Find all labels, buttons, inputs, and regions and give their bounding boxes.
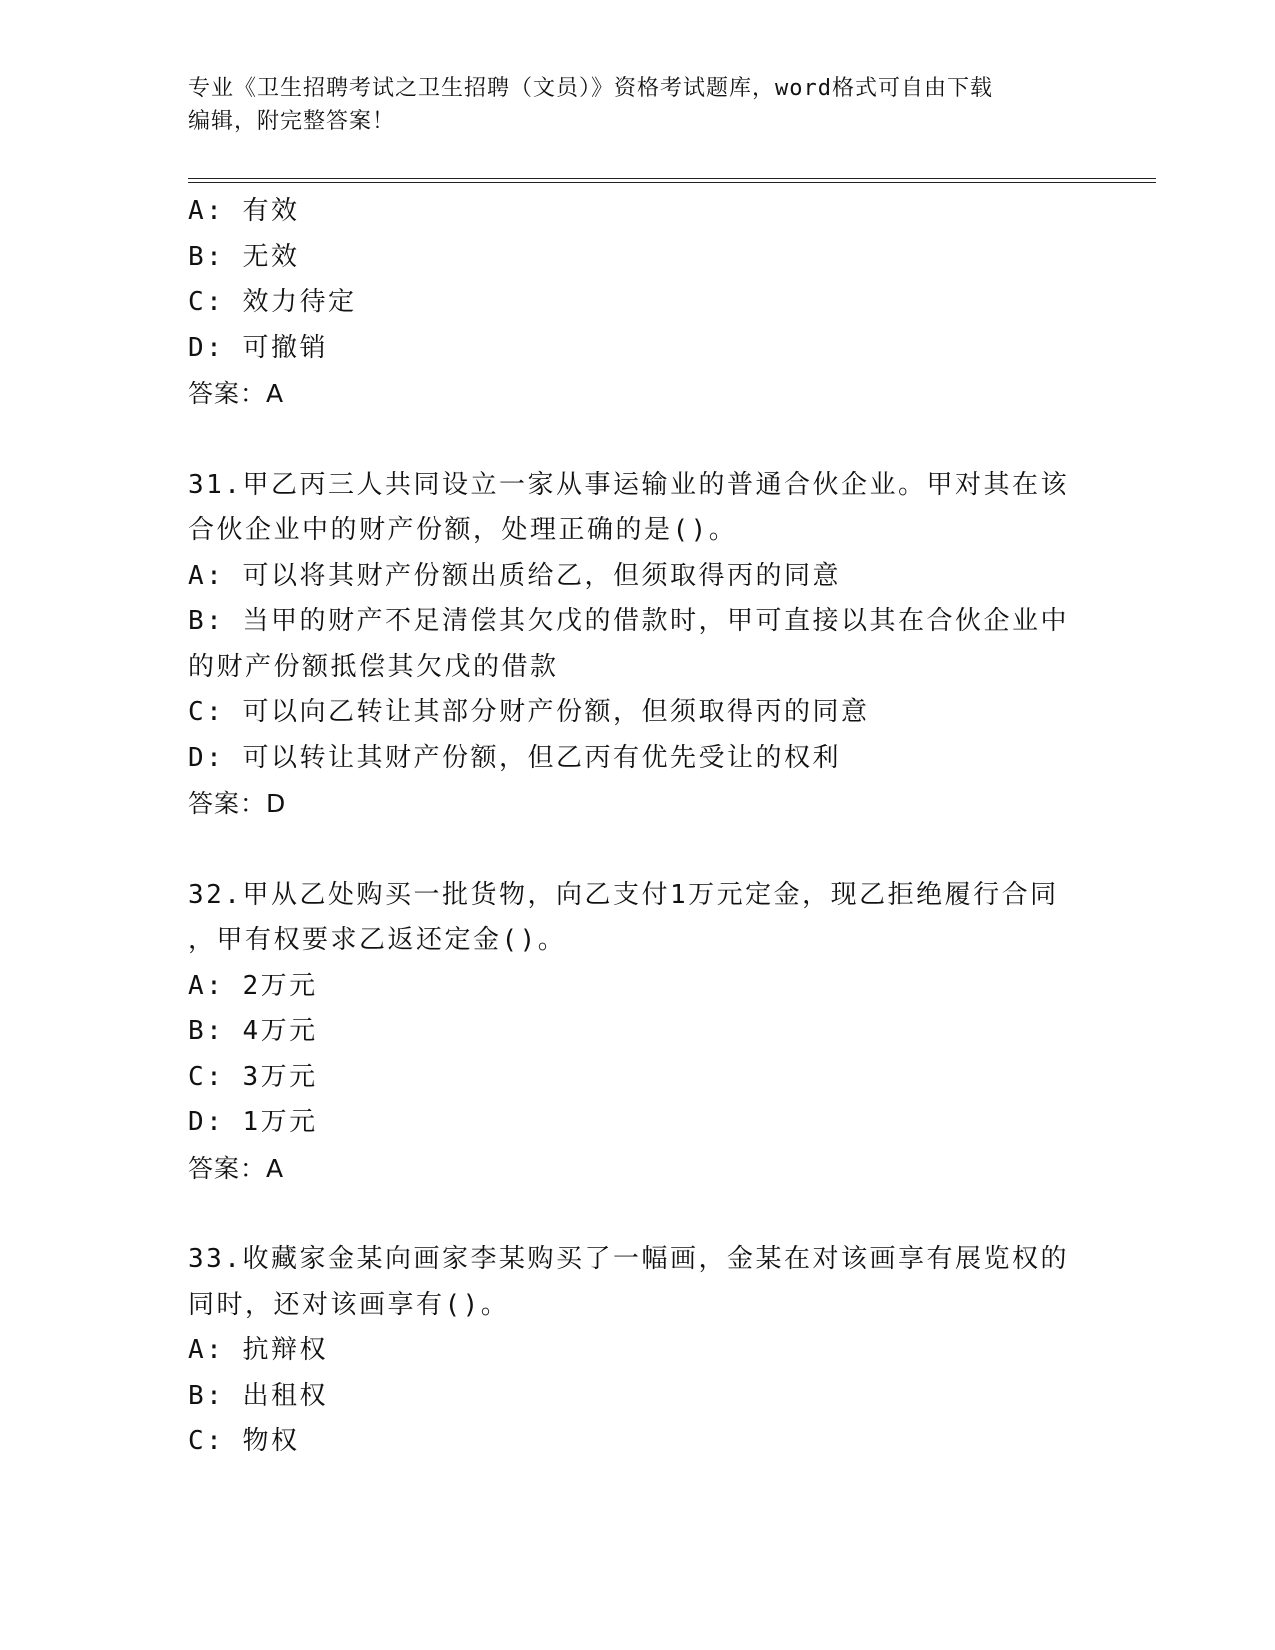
option-d: D: 可撤销: [188, 332, 328, 363]
option-d: D: 1万元: [188, 1107, 318, 1137]
header-line-2: 编辑，附完整答案！: [188, 109, 396, 134]
option-b: B: 无效: [188, 241, 300, 272]
option-a: A: 抗辩权: [188, 1335, 328, 1365]
option-a: A: 有效: [188, 196, 300, 226]
question-stem: 33.收藏家金某向画家李某购买了一幅画，金某在对该画享有展览权的: [188, 1244, 1069, 1274]
option-d: D: 可以转让其财产份额，但乙丙有优先受让的权利: [188, 742, 841, 773]
header-line-1: 专业《卫生招聘考试之卫生招聘（文员）》资格考试题库，word格式可自由下载: [188, 76, 993, 101]
question-content: [188, 189, 1088, 1465]
option-c: C: 3万元: [188, 1061, 318, 1092]
question-stem: 32.甲从乙处购买一批货物，向乙支付1万元定金，现乙拒绝履行合同: [188, 879, 1059, 910]
spacer: [188, 417, 1088, 463]
option-a: A: 可以将其财产份额出质给乙，但须取得丙的同意: [188, 560, 841, 591]
spacer: [188, 827, 1088, 873]
answer-line: 答案：A: [188, 1153, 285, 1183]
option-b: B: 出租权: [188, 1380, 328, 1411]
question-stem: 合伙企业中的财产份额，处理正确的是()。: [188, 515, 738, 545]
answer-line: 答案：D: [188, 789, 287, 818]
option-b-continued: 的财产份额抵偿其欠戊的借款: [188, 651, 559, 682]
question-stem: ，甲有权要求乙返还定金()。: [188, 925, 567, 955]
option-c: C: 物权: [188, 1426, 300, 1456]
option-b: B: 当甲的财产不足清偿其欠戊的借款时，甲可直接以其在合伙企业中: [188, 606, 1069, 636]
spacer: [188, 1191, 1088, 1237]
question-33: [188, 1237, 1088, 1465]
option-a: A: 2万元: [188, 970, 318, 1001]
question-32: [188, 873, 1088, 1192]
option-c: C: 可以向乙转让其部分财产份额，但须取得丙的同意: [188, 697, 870, 727]
question-stem: 同时，还对该画享有()。: [188, 1289, 510, 1320]
question-31: [188, 463, 1088, 827]
option-c: C: 效力待定: [188, 287, 357, 317]
question-stem: 31.甲乙丙三人共同设立一家从事运输业的普通合伙企业。甲对其在该: [188, 469, 1069, 500]
option-b: B: 4万元: [188, 1016, 318, 1046]
document-header: [188, 72, 1068, 138]
header-divider: [188, 178, 1156, 183]
prev-question-block: [188, 189, 1088, 417]
answer-line: 答案：A: [188, 379, 285, 408]
